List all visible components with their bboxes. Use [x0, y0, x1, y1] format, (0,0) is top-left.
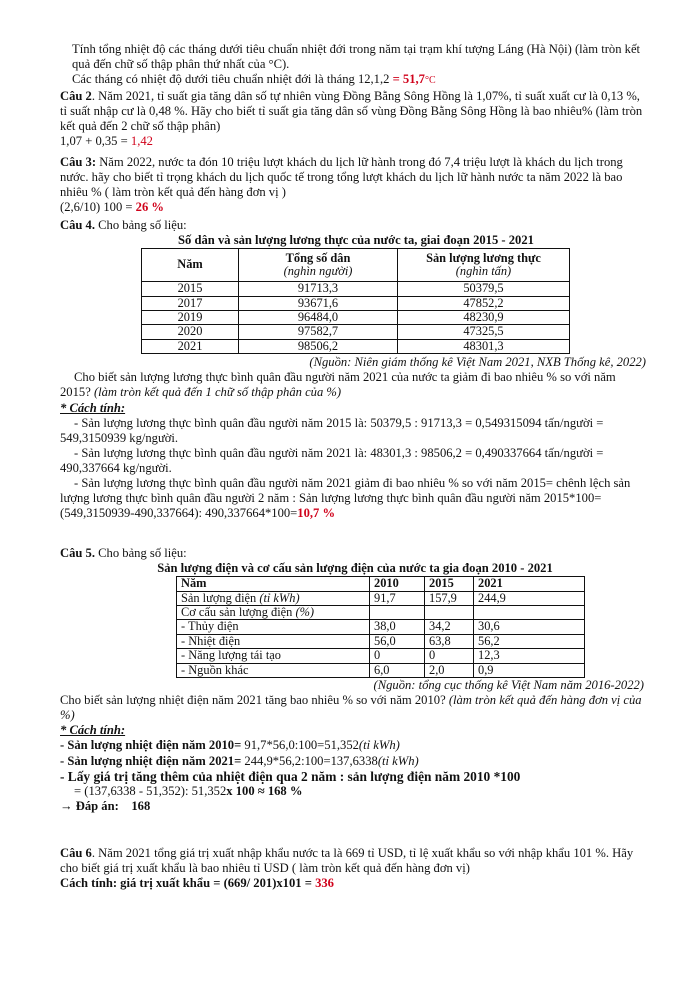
question-5-step-1: [60, 738, 646, 753]
table-cell-food: 50379,5: [398, 282, 570, 296]
table-1-col-food-unit: (nghìn tấn): [455, 264, 512, 279]
question-5-step-4: [60, 784, 646, 799]
table-1-col-pop-label: Tổng số dân: [285, 250, 351, 265]
table-cell-label: [177, 606, 370, 620]
table-2-col-2021: 2021: [474, 577, 585, 591]
table-2-col-year: Năm: [177, 577, 370, 591]
table-cell-pop: 96484,0: [239, 311, 398, 325]
table-cell-pop: 97582,7: [239, 325, 398, 339]
table-cell-label: - Năng lượng tái tạo: [177, 649, 370, 663]
output-unit: (tỉ kWh): [259, 590, 300, 605]
question-5-step-2-label: - Sản lượng nhiệt điện năm 2021=: [60, 753, 245, 768]
question-2-body: . Năm 2021, tỉ suất gia tăng dân số tự nhiên vùng Đồng Bằng Sông Hồng là 1,07%, tỉ suất xuất cư là 0,13 %, tỉ suất nhập cư là 0,48 %. Hãy cho biết tỉ suất gia tăng dân số vùng Đồng Bằng Sông Hồng là bao nhiêu% (làm tròn kết quả đến 2 chữ số thập phân): [60, 89, 643, 134]
table-cell: 30,6: [474, 620, 585, 634]
question-4-step-1: - Sản lượng lương thực bình quân đầu người năm 2015 là: 50379,5 : 91713,3 = 0,549315094 tấn/người = 549,3150939 kg/người.: [60, 415, 604, 445]
table-2-header: [177, 577, 585, 591]
question-5-body: Cho bảng số liệu:: [95, 546, 187, 560]
table-row: [177, 620, 585, 634]
intro-section: [60, 42, 646, 88]
question-2-answer: 1,42: [130, 134, 153, 149]
question-4-body: Cho bảng số liệu:: [95, 218, 187, 232]
structure-label: Cơ cấu sản lượng điện: [181, 605, 296, 619]
table-row: [177, 634, 585, 648]
question-5-method-label: * Cách tính:: [60, 723, 126, 738]
question-3-calc-expr: (2,6/10) 100 =: [60, 200, 136, 215]
question-4-step-3: [60, 476, 646, 521]
question-2-calc: [60, 134, 646, 149]
table-1-col-year: Năm: [142, 249, 239, 282]
electricity-table: [176, 576, 585, 678]
question-2-calc-expr: 1,07 + 0,35 =: [60, 134, 131, 149]
table-cell-year: 2015: [142, 282, 239, 296]
table-cell: 157,9: [425, 591, 474, 605]
intro-answer-line: [60, 72, 646, 88]
intro-answer-value: 51,7: [402, 72, 425, 87]
question-5-step-2: [60, 754, 646, 769]
question-5-question-text: Cho biết sản lượng nhiệt điện năm 2021 tăng bao nhiêu % so với năm 2010?: [60, 693, 449, 708]
population-food-table: [141, 248, 570, 354]
table-1-col-food-label: Sản lượng lương thực: [426, 250, 541, 265]
question-5-answer-label: → Đáp án:: [60, 798, 119, 813]
question-6-label: Câu 6: [60, 846, 92, 860]
question-6-body: . Năm 2021 tổng giá trị xuất nhập khẩu nước ta là 669 tỉ USD, tỉ lệ xuất khẩu so với nhập khẩu 101 %. Hãy cho biết giá trị xuất khẩu là bao nhiêu tỉ USD ( làm tròn kết quả đến hàng đơn vị): [60, 846, 634, 876]
table-2-col-2015: 2015: [425, 577, 474, 591]
intro-answer-text: Các tháng có nhiệt độ dưới tiêu chuẩn nhiệt đới là tháng 12,1,2: [72, 72, 393, 87]
table-cell: 91,7: [370, 591, 425, 605]
table-cell: 6,0: [370, 663, 425, 677]
table-1-title: Số dân và sản lượng lương thực của nước ta, giai đoạn 2015 - 2021: [178, 233, 534, 248]
question-3-calc: [60, 200, 646, 215]
table-cell-food: 48230,9: [398, 311, 570, 325]
table-row: [142, 339, 570, 353]
table-2-title: Sản lượng điện và cơ cấu sản lượng điện của nước ta gia đoạn 2010 - 2021: [157, 561, 553, 576]
table-cell: 56,0: [370, 634, 425, 648]
table-1-col-pop-unit: (nghìn người): [283, 264, 353, 279]
table-cell-year: 2019: [142, 311, 239, 325]
question-5-step-1-calc: 91,7*56,0:100=51,352: [244, 738, 359, 753]
table-1-source: (Nguồn: Niên giám thống kê Việt Nam 2021, NXB Thống kê, 2022): [309, 355, 646, 370]
table-1-header: [142, 249, 570, 282]
question-4-step-2: - Sản lượng lương thực bình quân đầu người năm 2021 là: 48301,3 : 98506,2 = 0,490337664 tấn/người = 490,337664 kg/người.: [60, 445, 604, 475]
table-cell-year: 2020: [142, 325, 239, 339]
table-cell: 2,0: [425, 663, 474, 677]
table-cell: 244,9: [474, 591, 585, 605]
question-5: [60, 546, 646, 814]
question-6-text: [60, 846, 646, 876]
question-4-question-note: (làm tròn kết quả đến 1 chữ số thập phân của %): [93, 385, 342, 400]
question-4-question: [60, 370, 646, 400]
table-cell-pop: 98506,2: [239, 339, 398, 353]
table-row: [177, 606, 585, 620]
question-5-intro: [60, 546, 646, 561]
table-cell: 56,2: [474, 634, 585, 648]
table-cell-pop: 91713,3: [239, 282, 398, 296]
table-cell: [474, 606, 585, 620]
table-cell-pop: 93671,6: [239, 296, 398, 310]
question-4-answer: 10,7 %: [297, 506, 336, 521]
table-cell-food: 47852,2: [398, 296, 570, 310]
table-cell-label: [177, 591, 370, 605]
table-cell-label: - Thủy điện: [177, 620, 370, 634]
table-cell: 0: [425, 649, 474, 663]
table-cell: [370, 606, 425, 620]
table-cell: [425, 606, 474, 620]
question-5-step-2-unit: (tỉ kWh): [377, 753, 419, 768]
table-cell-year: 2017: [142, 296, 239, 310]
question-4-intro: [60, 218, 646, 233]
table-row: [177, 649, 585, 663]
intro-question: Tính tổng nhiệt độ các tháng dưới tiêu chuẩn nhiệt đới trong năm tại trạm khí tượng Láng (Hà Nội) (làm tròn kết quả đến chữ số thập phân thứ nhất của °C).: [72, 42, 641, 72]
question-6: [60, 846, 646, 891]
table-cell: 34,2: [425, 620, 474, 634]
question-5-answer: [60, 799, 646, 814]
question-3-text: [60, 155, 646, 200]
table-cell: 12,3: [474, 649, 585, 663]
table-row: [142, 311, 570, 325]
question-5-step-1-unit: (tỉ kWh): [358, 738, 400, 753]
question-5-step-3: - Lấy giá trị tăng thêm của nhiệt điện qua 2 năm : sản lượng điện năm 2010 *100: [60, 768, 521, 784]
table-2-col-2010: 2010: [370, 577, 425, 591]
table-cell-food: 48301,3: [398, 339, 570, 353]
question-4-question-text: Cho biết sản lượng lương thực bình quân đầu người năm 2021 của nước ta giảm đi bao nhiêu % so với năm 2015?: [60, 370, 616, 400]
table-cell: 38,0: [370, 620, 425, 634]
structure-unit: (%): [295, 605, 315, 619]
question-4-label: Câu 4.: [60, 218, 95, 232]
question-6-method-text: Cách tính: giá trị xuất khẩu = (669/ 201)x101 =: [60, 876, 316, 891]
question-6-answer: 336: [315, 876, 334, 891]
table-row: [177, 591, 585, 605]
intro-answer-eq: =: [392, 72, 403, 87]
table-cell-label: - Nhiệt điện: [177, 634, 370, 648]
table-row: [177, 663, 585, 677]
table-1-col-pop: [239, 249, 398, 282]
question-6-method: [60, 876, 646, 891]
question-5-step-4-result: x 100 ≈ 168 %: [226, 783, 303, 798]
table-cell-year: 2021: [142, 339, 239, 353]
table-2-source: (Nguồn: tổng cục thống kê Việt Nam năm 2016-2022): [373, 678, 644, 693]
output-label: Sản lượng điện: [181, 590, 260, 605]
question-5-label: Câu 5.: [60, 546, 95, 560]
question-5-question: [60, 693, 646, 723]
question-5-step-4-calc: = (137,6338 - 51,352): 51,352: [74, 783, 227, 798]
question-3-body: Năm 2022, nước ta đón 10 triệu lượt khách du lịch lữ hành trong đó 7,4 triệu lượt là khách du lịch trong nước. hãy cho biết tỉ trọng khách du lịch quốc tế trong tổng lượt khách du lịch lữ hành nước ta năm 2022 là bao nhiêu % ( làm tròn kết quả đến hàng đơn vị ): [60, 155, 623, 200]
table-row: [142, 325, 570, 339]
table-cell: 0: [370, 649, 425, 663]
question-5-step-2-calc: 244,9*56,2:100=137,6338: [244, 753, 378, 768]
table-1-col-food: [398, 249, 570, 282]
question-4-method-label: * Cách tính:: [60, 400, 126, 415]
question-4: [60, 218, 646, 521]
table-cell-food: 47325,5: [398, 325, 570, 339]
question-2-text: [60, 89, 646, 134]
question-5-question-note: (làm tròn kết quả đến hàng đơn vị của %): [60, 693, 642, 723]
table-row: [142, 296, 570, 310]
question-2: [60, 89, 646, 149]
question-3: [60, 155, 646, 215]
question-5-answer-value: 168: [131, 798, 151, 813]
question-4-step-3-text: - Sản lượng lương thực bình quân đầu người năm 2021 giảm đi bao nhiêu % so với năm 2015= chênh lệch sản lượng lương thực bình quân đầu người 2 năm : Sản lượng lương thực bình quân đầu người năm 2015*100= (549,3150939-490,337664): 490,337664*100=: [60, 475, 631, 521]
question-5-step-1-label: - Sản lượng nhiệt điện năm 2010=: [60, 738, 245, 753]
table-cell-label: - Nguồn khác: [177, 663, 370, 677]
question-3-answer: 26 %: [135, 200, 165, 215]
question-3-label: Câu 3:: [60, 155, 97, 169]
table-cell: 0,9: [474, 663, 585, 677]
intro-answer-unit: °C: [424, 75, 436, 87]
question-2-label: Câu 2: [60, 89, 92, 103]
table-cell: 63,8: [425, 634, 474, 648]
table-row: [142, 282, 570, 296]
